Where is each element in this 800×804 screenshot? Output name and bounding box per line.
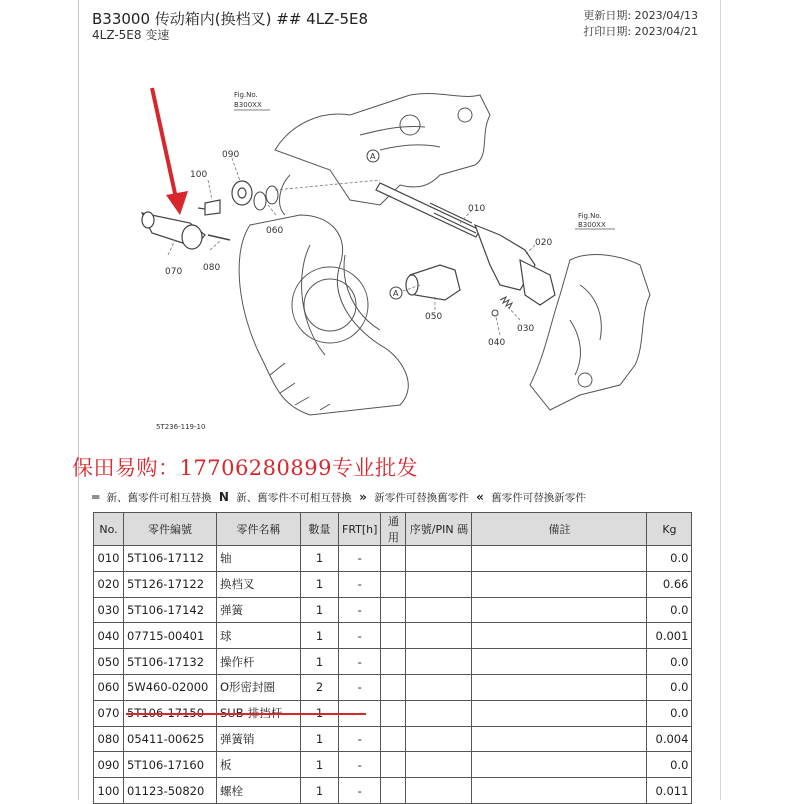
row-no: 030 <box>94 597 124 623</box>
row-part-number: 5T106-17160 <box>124 752 217 778</box>
row-remarks <box>472 623 647 649</box>
page-title: B33000 传动箱内(换档叉) ## 4LZ-5E8 <box>92 10 369 28</box>
fig-label-1: Fig.No. <box>234 91 258 99</box>
legend-text-3: 新零件可替換舊零件 <box>374 492 469 504</box>
row-kg: 0.0 <box>647 674 692 700</box>
fig-ref-1: B300XX <box>234 101 262 109</box>
row-remarks <box>472 674 647 700</box>
row-no: 060 <box>94 674 124 700</box>
row-qty: 2 <box>301 674 339 700</box>
bolt-100 <box>198 200 220 215</box>
row-kg: 0.0 <box>647 597 692 623</box>
parts-table <box>93 512 692 804</box>
row-frt: - <box>339 726 381 752</box>
shaft-010 <box>376 183 480 237</box>
fig-label-2: Fig.No. <box>578 212 602 220</box>
row-serial-pin <box>406 623 472 649</box>
row-serial-pin <box>406 546 472 572</box>
callout-010: 010 <box>468 204 486 214</box>
table-row <box>94 674 692 700</box>
row-part-name: O形密封圈 <box>217 674 301 700</box>
row-part-name: 弹簧 <box>217 597 301 623</box>
row-qty: 1 <box>301 726 339 752</box>
red-pointer-arrow <box>152 88 188 215</box>
row-remarks <box>472 726 647 752</box>
o-rings-060 <box>254 186 278 210</box>
callout-070: 070 <box>165 267 183 277</box>
legend <box>92 490 590 505</box>
legend-not-interchangeable-icon: N <box>218 490 229 504</box>
legend-old-replaces-new-icon: « <box>476 490 484 504</box>
row-common <box>381 623 406 649</box>
row-serial-pin <box>406 726 472 752</box>
col-serial-pin: 序號/PIN 碼 <box>406 513 472 546</box>
row-frt: - <box>339 778 381 804</box>
row-part-number: 05411-00625 <box>124 726 217 752</box>
fig-ref-2: B300XX <box>578 221 606 229</box>
housing-top <box>275 94 490 215</box>
col-qty: 數量 <box>301 513 339 546</box>
row-qty: 1 <box>301 752 339 778</box>
callout-050: 050 <box>425 312 443 322</box>
update-date: 更新日期: 2023/04/13 <box>583 9 698 22</box>
row-common <box>381 649 406 675</box>
row-no: 020 <box>94 571 124 597</box>
row-qty: 1 <box>301 623 339 649</box>
row-part-name: 螺栓 <box>217 778 301 804</box>
row-frt: - <box>339 752 381 778</box>
col-common: 通用 <box>381 513 406 546</box>
row-qty: 1 <box>301 649 339 675</box>
callout-020: 020 <box>535 238 553 248</box>
housing-left <box>239 215 408 415</box>
row-kg: 0.0 <box>647 700 692 726</box>
page-edge-right <box>720 0 721 800</box>
row-part-number: 5T106-17132 <box>124 649 217 675</box>
legend-text-4: 舊零件可替換新零件 <box>491 492 586 504</box>
row-part-number: 5W460-02000 <box>124 674 217 700</box>
ball-040 <box>492 310 498 316</box>
row-frt: - <box>339 649 381 675</box>
plate-090 <box>232 181 252 205</box>
row-remarks <box>472 546 647 572</box>
spring-030 <box>500 297 512 309</box>
col-no: No. <box>94 513 124 546</box>
callout-060: 060 <box>266 226 284 236</box>
row-serial-pin <box>406 597 472 623</box>
row-frt: - <box>339 546 381 572</box>
drawing-code: 5T236-119-10 <box>156 423 206 431</box>
row-remarks <box>472 752 647 778</box>
row-no: 100 <box>94 778 124 804</box>
legend-new-replaces-old-icon: » <box>359 490 367 504</box>
row-part-name: 操作杆 <box>217 649 301 675</box>
legend-text-2: 新、舊零件不可相互替換 <box>236 492 352 504</box>
row-kg: 0.004 <box>647 726 692 752</box>
table-row <box>94 597 692 623</box>
col-kg: Kg <box>647 513 692 546</box>
row-kg: 0.0 <box>647 752 692 778</box>
row-part-name: 换档叉 <box>217 571 301 597</box>
row-no: 010 <box>94 546 124 572</box>
legend-text-1: 新、舊零件可相互替換 <box>106 492 212 504</box>
row-qty: 1 <box>301 597 339 623</box>
row-part-number: 5T106-17142 <box>124 597 217 623</box>
row-frt: - <box>339 597 381 623</box>
col-frt: FRT[h] <box>339 513 381 546</box>
col-part-number: 零件編號 <box>124 513 217 546</box>
table-row <box>94 571 692 597</box>
row-no: 040 <box>94 623 124 649</box>
row-serial-pin <box>406 571 472 597</box>
row-common <box>381 752 406 778</box>
seller-watermark: 保田易购：17706280899专业批发 <box>72 456 418 480</box>
row-qty: 1 <box>301 571 339 597</box>
shift-fork-020 <box>475 225 555 305</box>
row-remarks <box>472 571 647 597</box>
ref-marker-a-1-label: A <box>370 152 376 161</box>
row-remarks <box>472 700 647 726</box>
row-kg: 0.66 <box>647 571 692 597</box>
row-part-number: 01123-50820 <box>124 778 217 804</box>
row-common <box>381 726 406 752</box>
row-kg: 0.001 <box>647 623 692 649</box>
row-frt: - <box>339 623 381 649</box>
highlight-underline <box>126 713 366 715</box>
spring-pin-080 <box>208 235 230 240</box>
row-serial-pin <box>406 674 472 700</box>
page-subtitle: 4LZ-5E8 变速 <box>92 28 170 42</box>
row-qty: 1 <box>301 778 339 804</box>
row-no: 090 <box>94 752 124 778</box>
row-serial-pin <box>406 649 472 675</box>
table-row <box>94 726 692 752</box>
row-kg: 0.0 <box>647 546 692 572</box>
row-common <box>381 597 406 623</box>
print-date: 打印日期: 2023/04/21 <box>583 25 698 38</box>
row-serial-pin <box>406 752 472 778</box>
callout-100: 100 <box>190 170 208 180</box>
legend-interchangeable-icon: ═ <box>92 490 100 504</box>
row-frt: - <box>339 674 381 700</box>
row-part-name: 轴 <box>217 546 301 572</box>
row-remarks <box>472 597 647 623</box>
row-part-number: 5T126-17122 <box>124 571 217 597</box>
row-qty: 1 <box>301 546 339 572</box>
callout-090: 090 <box>222 150 240 160</box>
row-part-number: 07715-00401 <box>124 623 217 649</box>
ref-marker-a-2-label: A <box>393 289 399 298</box>
row-common <box>381 546 406 572</box>
table-row <box>94 752 692 778</box>
row-no: 080 <box>94 726 124 752</box>
row-no: 070 <box>94 700 124 726</box>
callout-040: 040 <box>488 338 506 348</box>
table-row <box>94 649 692 675</box>
col-remarks: 備註 <box>472 513 647 546</box>
operating-lever-050 <box>406 265 460 300</box>
row-part-name: 弹簧销 <box>217 726 301 752</box>
table-header-row <box>94 513 692 546</box>
leader-lines <box>168 158 535 335</box>
row-serial-pin <box>406 700 472 726</box>
row-no: 050 <box>94 649 124 675</box>
table-row <box>94 623 692 649</box>
row-part-name: 板 <box>217 752 301 778</box>
row-frt: - <box>339 571 381 597</box>
row-part-name: 球 <box>217 623 301 649</box>
page-edge-left <box>78 0 79 800</box>
row-common <box>381 674 406 700</box>
row-common <box>381 700 406 726</box>
callout-030: 030 <box>517 324 535 334</box>
row-kg: 0.0 <box>647 649 692 675</box>
exploded-parts-diagram <box>80 55 720 445</box>
row-part-number: 5T106-17112 <box>124 546 217 572</box>
table-row <box>94 546 692 572</box>
row-common <box>381 571 406 597</box>
col-part-name: 零件名稱 <box>217 513 301 546</box>
callout-080: 080 <box>203 263 221 273</box>
row-kg: 0.011 <box>647 778 692 804</box>
row-remarks <box>472 649 647 675</box>
